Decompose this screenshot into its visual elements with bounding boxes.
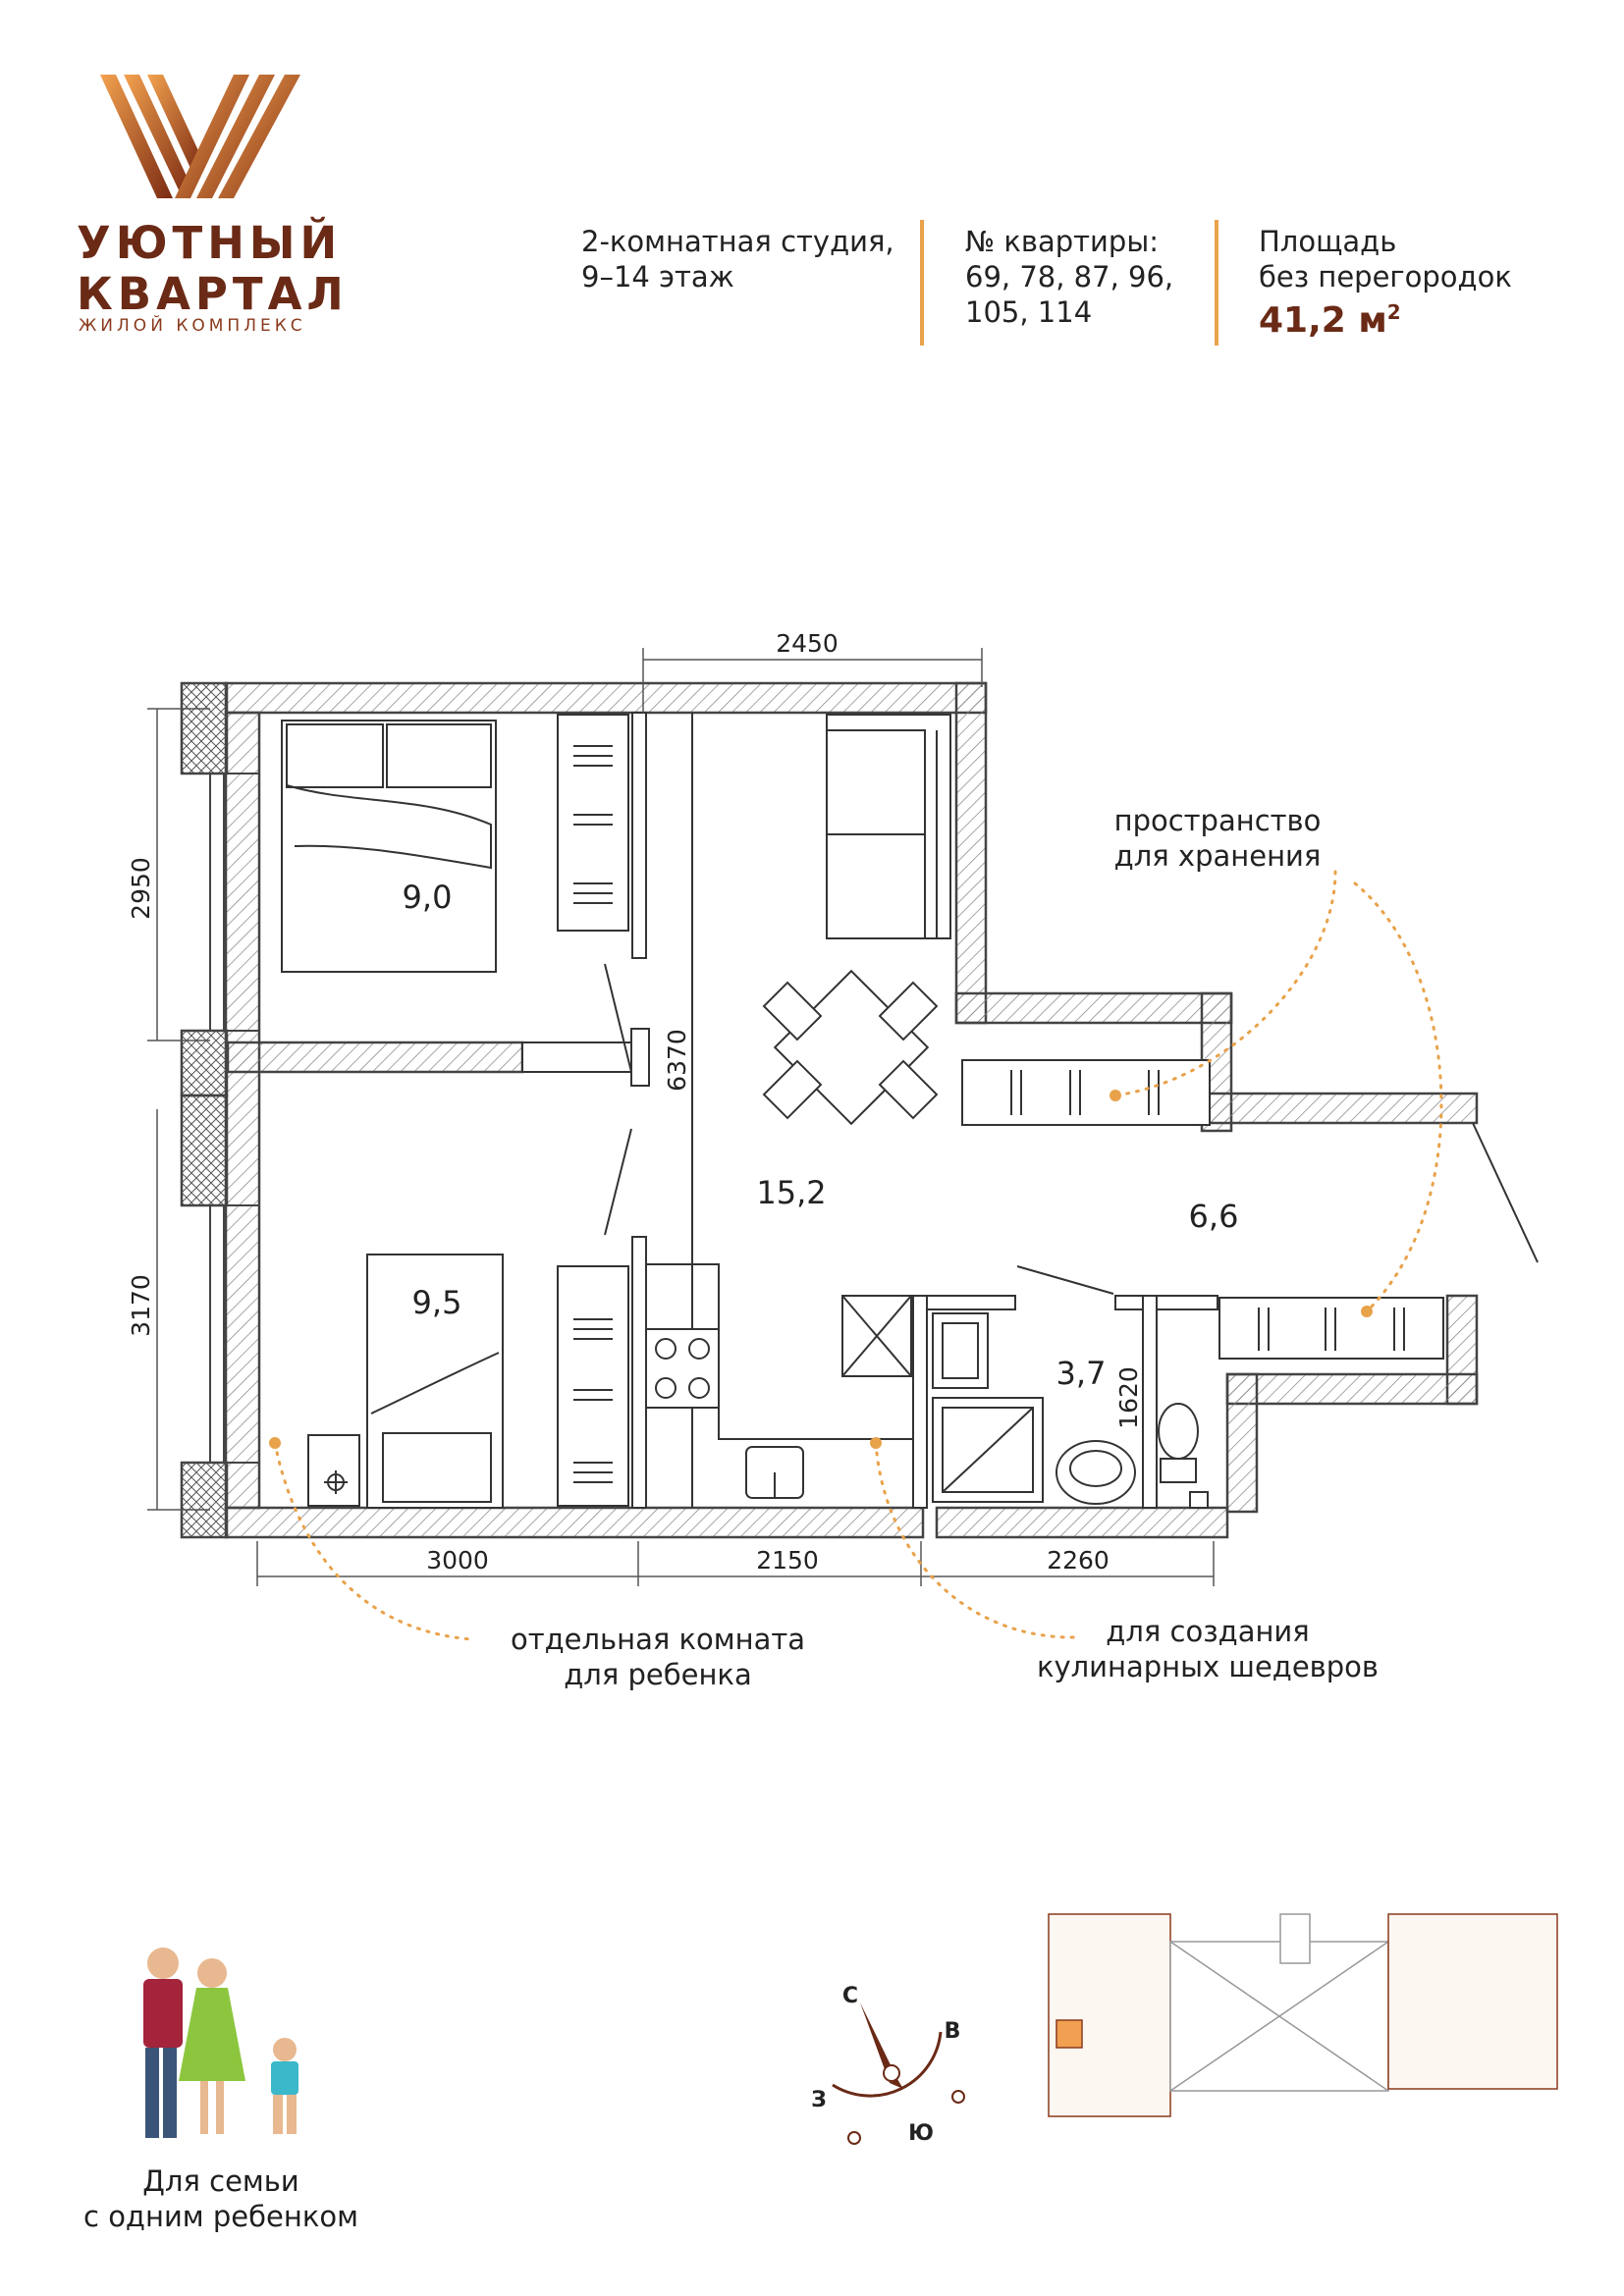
svg-text:2450: 2450 <box>776 629 839 658</box>
apartment-type: 2-комнатная студия, 9–14 этаж <box>581 225 894 294</box>
dining-table-icon <box>764 971 937 1124</box>
bed-icon <box>282 721 496 972</box>
svg-text:6370: 6370 <box>663 1029 691 1092</box>
note-child-room: отдельная комната для ребенка <box>510 1623 806 1691</box>
area-value: 41,2 $м^2$ <box>1259 300 1401 341</box>
svg-text:6,6: 6,6 <box>1188 1198 1239 1235</box>
logo-title: УЮТНЫЙ КВАРТАЛ <box>77 217 349 320</box>
family-caption: Для семьи с одним ребенком <box>83 2164 358 2233</box>
svg-text:3170: 3170 <box>127 1274 155 1337</box>
svg-text:З: З <box>811 2088 827 2112</box>
svg-text:15,2: 15,2 <box>756 1174 827 1211</box>
logo-subtitle: ЖИЛОЙ КОМПЛЕКС <box>79 316 306 336</box>
note-kitchen: для создания кулинарных шедевров <box>1036 1615 1380 1683</box>
svg-text:2150: 2150 <box>756 1546 819 1575</box>
room-areas <box>403 879 1239 1392</box>
building-key-plan <box>1049 1914 1557 2116</box>
columns <box>182 683 227 1537</box>
nightstand-icon <box>308 1435 359 1506</box>
bathroom-fixtures <box>933 1313 1208 1508</box>
kitchen-counter <box>646 1264 913 1498</box>
note-storage: пространство для хранения <box>1113 804 1322 873</box>
svg-text:Ю: Ю <box>908 2121 934 2146</box>
svg-text:1620: 1620 <box>1114 1366 1143 1429</box>
svg-text:С: С <box>841 1984 859 2008</box>
family-illustration <box>143 1948 298 2138</box>
area-info: Площадь без перегородок 41,2 $м^2$ <box>1259 225 1512 341</box>
svg-text:3,7: 3,7 <box>1056 1355 1107 1392</box>
svg-text:9,0: 9,0 <box>402 879 453 916</box>
svg-text:9,5: 9,5 <box>411 1284 462 1321</box>
sofa-icon <box>827 715 950 938</box>
apartment-numbers: № квартиры: 69, 78, 87, 96, 105, 114 <box>965 225 1174 329</box>
svg-text:В: В <box>944 2019 961 2044</box>
svg-text:3000: 3000 <box>426 1546 489 1575</box>
svg-text:2260: 2260 <box>1047 1546 1110 1575</box>
svg-text:2950: 2950 <box>127 857 155 920</box>
